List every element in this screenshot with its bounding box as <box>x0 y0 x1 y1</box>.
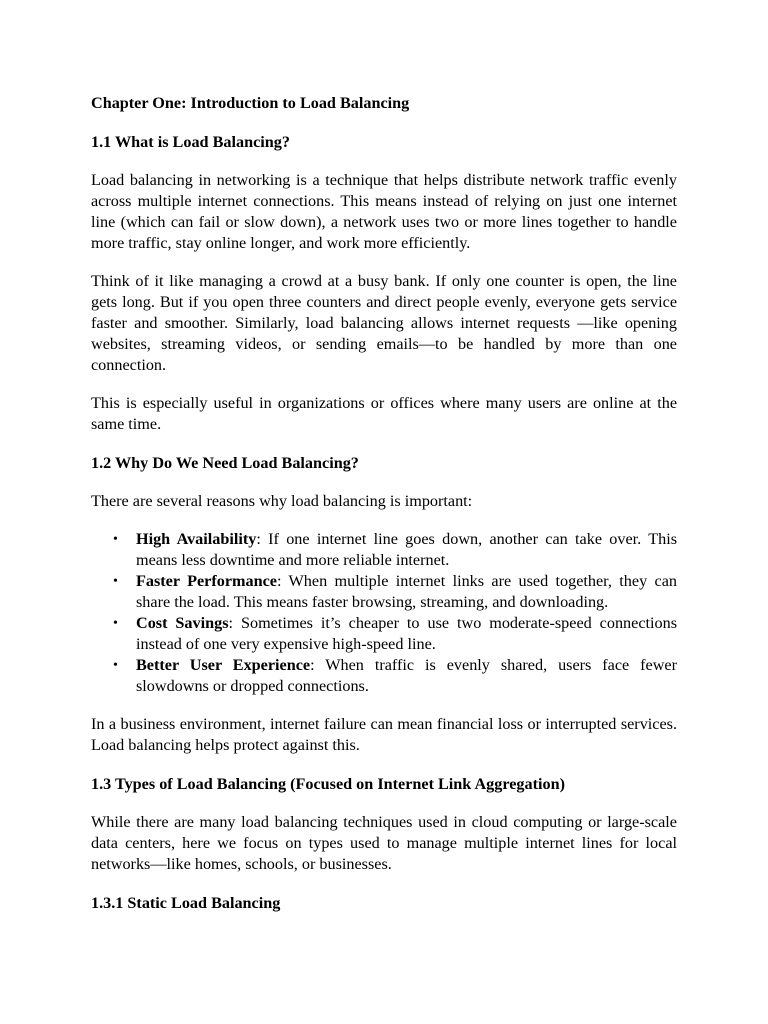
section-heading-1-2: 1.2 Why Do We Need Load Balancing? <box>91 454 359 472</box>
list-item <box>113 655 677 697</box>
paragraph-bank-analogy: Think of it like managing a crowd at a busy bank. If only one counter is open, the line gets long. But if you open three counters and direct people evenly, everyone gets service faster and smoother. Similarly, load balancing allows internet requests —like opening websites, streaming videos, or sending emails—to be handled by more than one connection. <box>91 272 677 374</box>
paragraph-organizations: This is especially useful in organizations or offices where many users are online at the same time. <box>91 394 677 433</box>
list-item-term: Better User Experience <box>136 656 311 674</box>
list-item-text: : Sometimes it’s cheaper to use two moderate-speed connections instead of one very expensive high-speed line. <box>136 614 677 653</box>
list-item-term: High Availability <box>136 530 257 548</box>
bullet-icon: • <box>113 616 118 631</box>
section-heading-1-3: 1.3 Types of Load Balancing (Focused on Internet Link Aggregation) <box>91 775 565 793</box>
paragraph-reasons-intro: There are several reasons why load balancing is important: <box>91 492 473 510</box>
list-item-text: : When multiple internet links are used together, they can share the load. This means faster browsing, streaming, and downloading. <box>136 572 677 611</box>
list-item-term: Cost Savings <box>136 614 229 632</box>
paragraph-types-intro: While there are many load balancing techniques used in cloud computing or large-scale data centers, here we focus on types used to manage multiple internet lines for local networks—like homes, schools, or businesses. <box>91 813 677 873</box>
list-item <box>113 529 677 571</box>
list-item <box>113 571 677 613</box>
chapter-title: Chapter One: Introduction to Load Balancing <box>91 94 410 112</box>
list-item-text: : When traffic is evenly shared, users face fewer slowdowns or dropped connections. <box>136 656 677 695</box>
list-item <box>113 613 677 655</box>
section-heading-1-3-1: 1.3.1 Static Load Balancing <box>91 894 281 912</box>
list-item-term: Faster Performance <box>136 572 277 590</box>
paragraph-definition: Load balancing in networking is a technique that helps distribute network traffic evenly across multiple internet connections. This means instead of relying on just one internet line (which can fail or slow down), a network uses two or more lines together to handle more traffic, stay online longer, and work more efficiently. <box>91 171 677 252</box>
reasons-list <box>91 529 677 697</box>
bullet-icon: • <box>113 532 118 547</box>
section-heading-1-1: 1.1 What is Load Balancing? <box>91 133 290 151</box>
bullet-icon: • <box>113 574 118 589</box>
list-item-text: : If one internet line goes down, another can take over. This means less downtime and more reliable internet. <box>136 530 677 569</box>
paragraph-business-environment: In a business environment, internet failure can mean financial loss or interrupted services. Load balancing helps protect against this. <box>91 715 677 754</box>
bullet-icon: • <box>113 658 118 673</box>
